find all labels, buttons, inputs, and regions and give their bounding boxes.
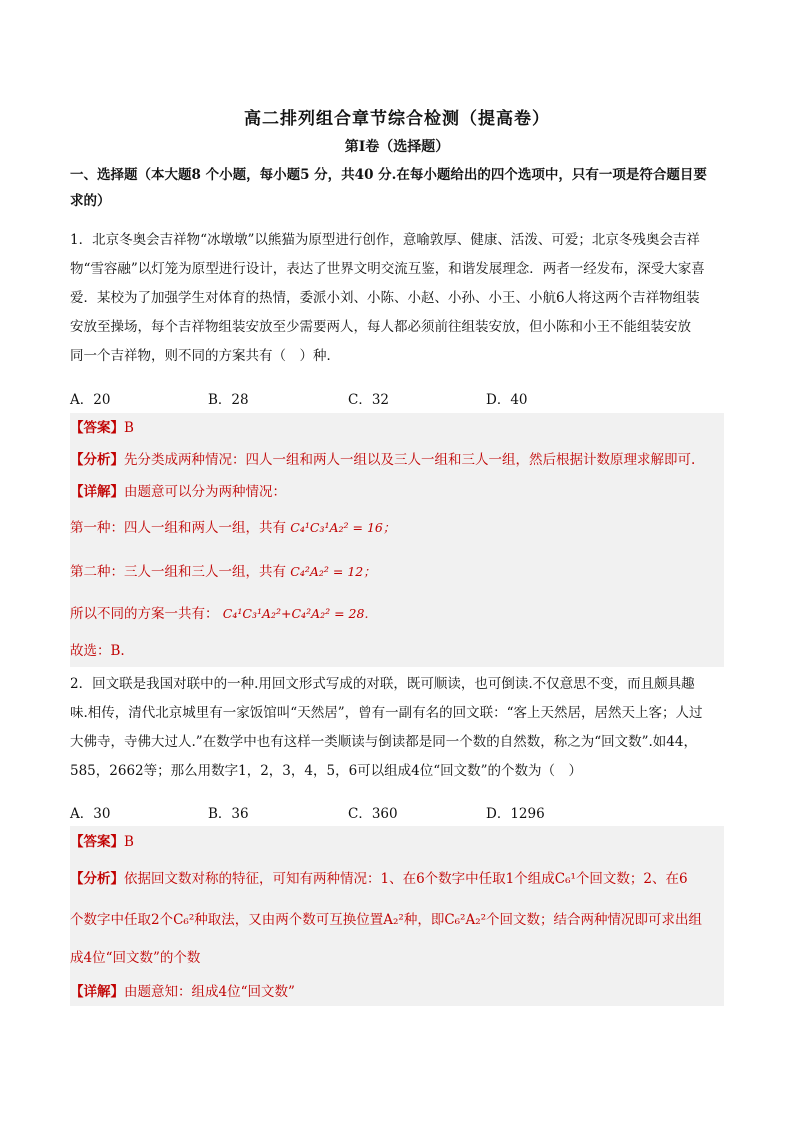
section-instructions	[70, 162, 724, 214]
case-2-formula: C₄²A₂² = 12；	[290, 564, 376, 579]
question-line: 味.相传，清代北京城里有一家饭馆叫“天然居”，曾有一副有名的回文联：“客上天然居，居然天上客；人过	[70, 705, 703, 721]
case-2-row	[70, 562, 724, 582]
option-d: D．1296	[486, 806, 545, 822]
question-2-stem	[70, 670, 724, 786]
analysis-text: 先分类成两种情况：四人一组和两人一组以及三人一组和三人一组，然后根据计数原理求解即可.	[124, 452, 696, 468]
case-1-row	[70, 518, 724, 538]
question-1-stem	[70, 226, 724, 371]
question-line: 大佛寺，寺佛大过人.”在数学中也有这样一类顺读与倒读都是同一个数的自然数，称之为“回文数”.如44，	[70, 734, 697, 750]
answer-row	[70, 418, 724, 438]
analysis-tag: 【分析】	[70, 871, 124, 887]
answer-row	[70, 832, 724, 852]
section-subtitle: 第I卷（选择题）	[344, 139, 450, 155]
total-text: 所以不同的方案一共有：	[70, 606, 219, 622]
option-b: B．36	[208, 806, 249, 822]
analysis-text: 依据回文数对称的特征，可知有两种情况：1、在6个数字中任取1个组成C₆¹个回文数；2、在6	[124, 871, 688, 887]
option-b: B．28	[208, 392, 249, 408]
detail-tag: 【详解】	[70, 484, 124, 500]
section-instructions-line: 求的）	[70, 193, 111, 209]
detail-row	[70, 982, 724, 1002]
detail-tag: 【详解】	[70, 984, 124, 1000]
section-instructions-line: 一、选择题（本大题8 个小题，每小题5 分，共40 分.在每小题给出的四个选项中，只有一项是符合题目要	[70, 167, 707, 183]
detail-text: 由题意知：组成4位“回文数”	[124, 984, 295, 1000]
analysis-row	[70, 869, 724, 889]
case-1-text: 第一种：四人一组和两人一组，共有	[70, 520, 286, 536]
option-c: C．32	[348, 392, 390, 408]
question-line: 安放至操场，每个吉祥物组装安放至少需要两人，每人都必须前往组装安放，但小陈和小王不能组装安放	[70, 319, 691, 335]
option-a: A．30	[70, 806, 111, 822]
detail-text: 由题意可以分为两种情况：	[124, 484, 286, 500]
question-line: 爱．某校为了加强学生对体育的热情，委派小刘、小陈、小赵、小孙、小王、小航6人将这两个吉祥物组装	[70, 290, 700, 306]
total-formula: C₄¹C₃¹A₂²+C₄²A₂² = 28.	[222, 606, 369, 621]
option-c: C．360	[348, 806, 398, 822]
page-title: 高二排列组合章节综合检测（提高卷）	[244, 109, 550, 129]
conclusion-row: 故选：B.	[70, 643, 125, 659]
detail-row	[70, 482, 724, 502]
question-line: 1．北京冬奥会吉祥物“冰墩墩”以熊猫为原型进行创作，意喻敦厚、健康、活泼、可爱；北京冬残奥会吉祥	[70, 232, 700, 248]
question-line: 同一个吉祥物，则不同的方案共有（ ）种．	[70, 348, 340, 364]
analysis-continuation: 个数字中任取2个C₆²种取法，又由两个数可互换位置A₂²种，即C₆²A₂²个回文数；结合两种情况即可求出组	[70, 912, 703, 928]
case-1-formula: C₄¹C₃¹A₂² = 16；	[290, 520, 396, 535]
answer-value: B	[124, 420, 134, 436]
question-2-options	[70, 802, 724, 826]
question-line: 2．回文联是我国对联中的一种.用回文形式写成的对联，既可顺读，也可倒读.不仅意思不变，而且颇具趣	[70, 676, 695, 692]
case-2-text: 第二种：三人一组和三人一组，共有	[70, 564, 286, 580]
analysis-tag: 【分析】	[70, 452, 124, 468]
total-row	[70, 604, 724, 624]
option-d: D．40	[486, 392, 528, 408]
question-line: 585，2662等；那么用数字1，2，3，4，5，6可以组成4位“回文数”的个数为（ ）	[70, 763, 583, 779]
option-a: A．20	[70, 392, 111, 408]
answer-tag: 【答案】	[70, 420, 124, 436]
question-1-options	[70, 388, 724, 412]
question-line: 物“雪容融”以灯笼为原型进行设计，表达了世界文明交流互鉴，和谐发展理念．两者一经发布，深受大家喜	[70, 261, 705, 277]
analysis-continuation: 成4位“回文数”的个数	[70, 950, 201, 966]
answer-value: B	[124, 834, 134, 850]
analysis-row	[70, 450, 724, 470]
answer-tag: 【答案】	[70, 834, 124, 850]
